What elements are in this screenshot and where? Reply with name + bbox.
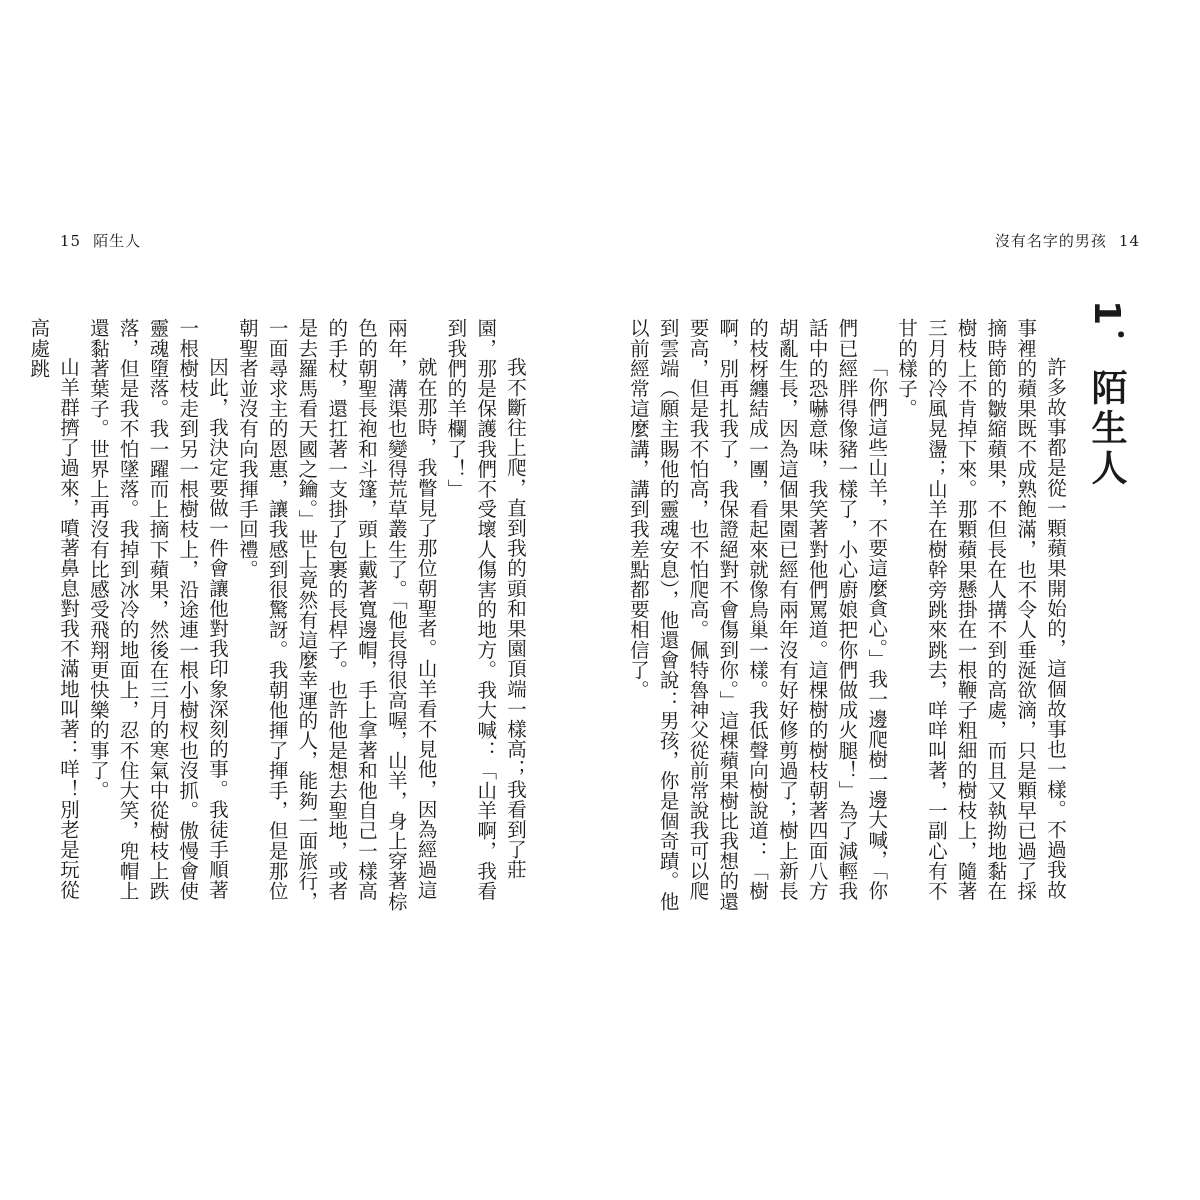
right-body-text (623, 318, 1070, 918)
right-page (620, 230, 1140, 930)
paragraph: 就在那時，我瞥見了那位朝聖者。山羊看不見他，因為經過這兩年，溝渠也變得荒草叢生了。「他長得很高喔，山羊，身上穿著棕色的朝聖長袍和斗篷，頭上戴著寬邊帽，手上拿著和他自己一樣高的手杖，還扛著一支掛了包裹的長桿子。也許他是想去聖地，或者是去羅馬看天國之鑰。」世上竟然有這麼幸運的人，能夠一面旅行，一面尋求主的恩惠，讓我感到很驚訝。我朝他揮了揮手，但是那位朝聖者並沒有向我揮手回禮。 (235, 318, 438, 912)
chapter-heading: 1．陌生人 (1086, 300, 1127, 490)
paragraph: 「你們這些山羊，不要這麼貪心。」我一邊爬樹一邊大喊，「你們已經胖得像豬一樣了，小心廚娘把你們做成火腿！」為了減輕我話中的恐嚇意味，我笑著對他們罵道。這棵樹的樹枝朝著四面八方胡亂生長，因為這個果園已經有兩年沒有好好修剪過了；樹上新長的枝枒纏結成一團，看起來就像鳥巢一樣。我低聲向樹說道：「樹啊，別再扎我了，我保證絕對不會傷到你。」這棵蘋果樹比我想的還要高，但是我不怕高，也不怕爬高。佩特魯神父從前常說我可以爬到雲端（願主賜他的靈魂安息），他還會說：男孩，你是個奇蹟。他以前經常這麼講，講到我差點都要相信了。 (626, 318, 889, 912)
paragraph: 許多故事都是從一顆蘋果開始的，這個故事也一樣。不過我故事裡的蘋果既不成熟飽滿，也不令人垂涎欲滴，只是顆早已過了採摘時節的皺縮蘋果，不但長在人搆不到的高處，而且又執拗地黏在樹枝上不肯掉下來。那顆蘋果懸掛在一根鞭子粗細的樹枝上，隨著三月的冷風晃盪；山羊在樹幹旁跳來跳去，咩咩叫著，一副心有不甘的樣子。 (895, 318, 1067, 901)
left-running-title: 陌生人 (93, 232, 142, 250)
left-page (27, 230, 530, 930)
left-body-text (23, 318, 530, 918)
right-page-header (995, 230, 1140, 251)
paragraph: 我不斷往上爬，直到我的頭和果園頂端一樣高；我看到了莊園，那是保護我們不受壞人傷害的地方。我大喊：「山羊啊，我看到我們的羊欄了！」 (444, 318, 527, 901)
paragraph: 山羊群擠了過來，噴著鼻息對我不滿地叫著：咩！別老是玩從高處跳 (27, 318, 81, 900)
paragraph: 因此，我決定要做一件會讓他對我印象深刻的事。我徒手順著一根樹枝走到另一根樹枝上，沿途連一根小樹杈也沒抓。傲慢會使靈魂墮落。我一躍而上摘下蘋果，然後在三月的寒氣中從樹枝上跌落，但是我不怕墜落。我掉到冰冷的地面上，忍不住大笑，兜帽上還黏著葉子。世界上再沒有比感受飛翔更快樂的事了。 (86, 318, 230, 901)
right-page-number: 14 (1118, 232, 1140, 250)
left-page-number: 15 (60, 232, 82, 250)
left-page-header (60, 230, 141, 251)
right-running-title: 沒有名字的男孩 (994, 232, 1107, 250)
